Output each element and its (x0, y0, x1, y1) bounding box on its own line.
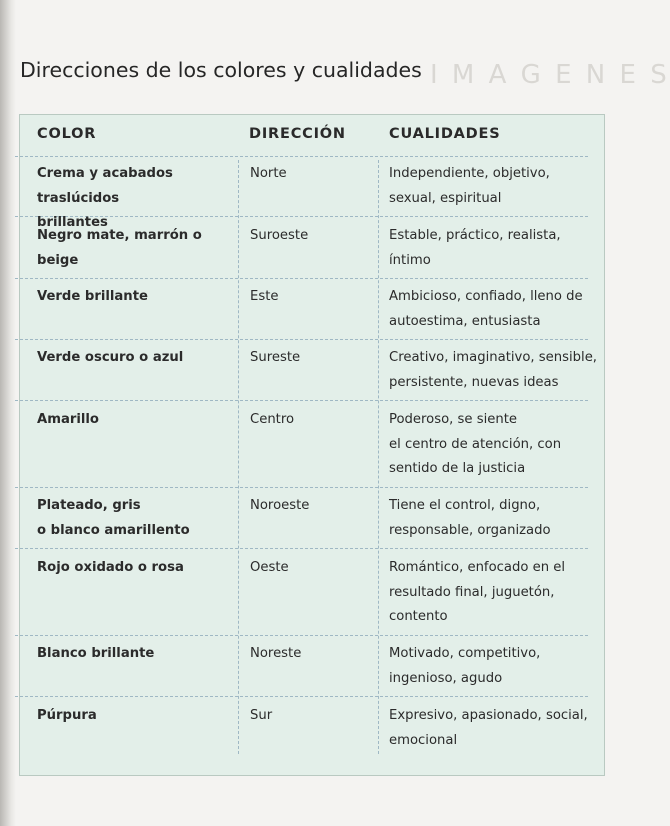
table-cell-color: Blanco brillante (37, 646, 155, 661)
table-cell-qualities: Ambicioso, confiado, lleno de autoestima, entusiasta (389, 289, 583, 329)
table-cell-direction: Este (250, 289, 279, 304)
table-cell-direction: Sur (250, 708, 273, 723)
header-qualities: CUALIDADES (389, 126, 501, 142)
table-cell-qualities: Poderoso, se siente el centro de atención, con sentido de la justicia (389, 412, 562, 476)
table-cell-direction: Noroeste (250, 498, 310, 513)
row-divider (15, 400, 588, 401)
table-cell-qualities: Estable, práctico, realista, íntimo (389, 228, 561, 268)
table-cell-color: Plateado, gris o blanco amarillento (37, 498, 190, 538)
table-cell-qualities: Tiene el control, digno, responsable, organizado (389, 498, 551, 538)
bleed-through-text: I M A G E N E S (430, 60, 670, 90)
row-divider (15, 696, 588, 697)
page-title: Direcciones de los colores y cualidades (20, 58, 422, 82)
table-cell-direction: Noreste (250, 646, 302, 661)
column-divider-2 (378, 160, 379, 754)
header-color: COLOR (37, 126, 97, 142)
table-cell-direction: Suroeste (250, 228, 309, 243)
table-cell-direction: Norte (250, 166, 287, 181)
row-divider (15, 156, 588, 157)
table-cell-color: Negro mate, marrón o beige (37, 228, 202, 268)
table-cell-direction: Centro (250, 412, 295, 427)
row-divider (15, 487, 588, 488)
page-binding-shadow (0, 0, 16, 826)
table-cell-qualities: Independiente, objetivo, sexual, espiritual (389, 166, 550, 206)
row-divider (15, 339, 588, 340)
table-cell-color: Amarillo (37, 412, 99, 427)
table-cell-qualities: Motivado, competitivo, ingenioso, agudo (389, 646, 541, 686)
table-cell-direction: Oeste (250, 560, 289, 575)
table-cell-color: Rojo oxidado o rosa (37, 560, 184, 575)
table-cell-qualities: Romántico, enfocado en el resultado final, juguetón, contento (389, 560, 566, 624)
table-cell-qualities: Creativo, imaginativo, sensible, persistente, nuevas ideas (389, 350, 597, 390)
row-divider (15, 635, 588, 636)
row-divider (15, 278, 588, 279)
table-cell-qualities: Expresivo, apasionado, social, emocional (389, 708, 588, 748)
row-divider (15, 548, 588, 549)
column-divider-1 (238, 160, 239, 754)
table-cell-color: Verde oscuro o azul (37, 350, 184, 365)
header-direction: DIRECCIÓN (249, 126, 346, 142)
table-cell-color: Crema y acabados traslúcidos brillantes (37, 166, 173, 230)
table-cell-direction: Sureste (250, 350, 301, 365)
table-cell-color: Púrpura (37, 708, 97, 723)
table-cell-color: Verde brillante (37, 289, 148, 304)
